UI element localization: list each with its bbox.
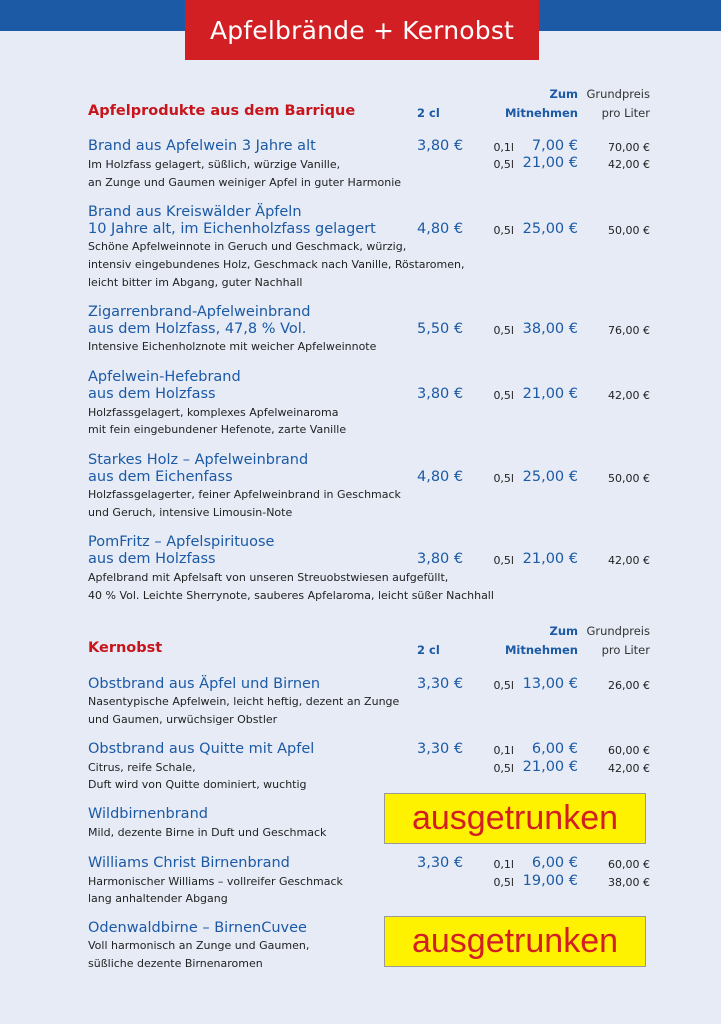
col-header-mitnehmen: Mitnehmen bbox=[504, 643, 578, 657]
price-2cl: 3,30 € bbox=[417, 741, 464, 757]
col-header-2cl: 2 cl bbox=[417, 106, 440, 120]
section-title-barrique: Apfelprodukte aus dem Barrique bbox=[88, 103, 356, 119]
title-banner bbox=[185, 0, 539, 60]
item-description: Im Holzfass gelagert, süßlich, würzige Vanille, bbox=[88, 158, 341, 171]
price-2cl: 4,80 € bbox=[417, 221, 464, 237]
price-2cl: 4,80 € bbox=[417, 469, 464, 485]
volume: 0,5l bbox=[493, 224, 514, 237]
item-description: und Geruch, intensive Limousin-Note bbox=[88, 506, 293, 519]
price-takeaway: 7,00 € bbox=[531, 138, 578, 154]
price-takeaway: 13,00 € bbox=[522, 676, 578, 692]
volume: 0,5l bbox=[493, 554, 514, 567]
page-title: Apfelbrände + Kernobst bbox=[209, 15, 515, 45]
price-takeaway: 21,00 € bbox=[522, 759, 578, 775]
item-name: Williams Christ Birnenbrand bbox=[88, 855, 290, 871]
item-name: aus dem Holzfass bbox=[88, 551, 216, 567]
volume: 0,5l bbox=[493, 389, 514, 402]
price-per-liter: 50,00 € bbox=[608, 224, 650, 237]
item-description: Schöne Apfelweinnote in Geruch und Geschmack, würzig, bbox=[88, 240, 407, 253]
item-name: Obstbrand aus Äpfel und Birnen bbox=[88, 676, 321, 692]
section-title-kernobst: Kernobst bbox=[88, 640, 163, 656]
price-takeaway: 21,00 € bbox=[522, 551, 578, 567]
price-takeaway: 19,00 € bbox=[522, 873, 578, 889]
price-2cl: 3,30 € bbox=[417, 676, 464, 692]
item-description: mit fein eingebundener Hefenote, zarte Vanille bbox=[88, 423, 347, 436]
col-header-grundpreis: Grundpreis bbox=[586, 624, 650, 638]
item-description: intensiv eingebundenes Holz, Geschmack nach Vanille, Röstaromen, bbox=[88, 258, 465, 271]
item-description: süßliche dezente Birnenaromen bbox=[88, 957, 263, 970]
item-description: Holzfassgelagerter, feiner Apfelweinbrand in Geschmack bbox=[88, 488, 401, 501]
col-header-pro-liter: pro Liter bbox=[601, 643, 650, 657]
item-description: Citrus, reife Schale, bbox=[88, 761, 196, 774]
volume: 0,1l bbox=[493, 141, 514, 154]
item-description: an Zunge und Gaumen weiniger Apfel in guter Harmonie bbox=[88, 176, 402, 189]
item-description: Harmonischer Williams – vollreifer Geschmack bbox=[88, 875, 343, 888]
price-per-liter: 42,00 € bbox=[608, 554, 650, 567]
item-name: Brand aus Kreiswälder Äpfeln bbox=[88, 204, 302, 220]
sold-out-stamp bbox=[384, 916, 646, 967]
item-name: Starkes Holz – Apfelweinbrand bbox=[88, 452, 309, 468]
price-per-liter: 42,00 € bbox=[608, 762, 650, 775]
item-description: Mild, dezente Birne in Duft und Geschmack bbox=[88, 826, 327, 839]
item-name: aus dem Eichenfass bbox=[88, 469, 233, 485]
price-per-liter: 60,00 € bbox=[608, 744, 650, 757]
sold-out-label: ausgetrunken bbox=[411, 799, 619, 837]
item-name: aus dem Holzfass, 47,8 % Vol. bbox=[88, 321, 307, 337]
price-per-liter: 42,00 € bbox=[608, 389, 650, 402]
price-per-liter: 70,00 € bbox=[608, 141, 650, 154]
volume: 0,1l bbox=[493, 744, 514, 757]
price-per-liter: 76,00 € bbox=[608, 324, 650, 337]
sold-out-label: ausgetrunken bbox=[411, 922, 619, 960]
price-2cl: 3,80 € bbox=[417, 386, 464, 402]
volume: 0,5l bbox=[493, 679, 514, 692]
item-description: Apfelbrand mit Apfelsaft von unseren Streuobstwiesen aufgefüllt, bbox=[88, 571, 449, 584]
price-takeaway: 21,00 € bbox=[522, 386, 578, 402]
item-name: Zigarrenbrand-Apfelweinbrand bbox=[88, 304, 311, 320]
col-header-zum: Zum bbox=[549, 624, 578, 638]
col-header-zum: Zum bbox=[549, 87, 578, 101]
volume: 0,5l bbox=[493, 876, 514, 889]
item-description: lang anhaltender Abgang bbox=[88, 892, 228, 905]
price-per-liter: 50,00 € bbox=[608, 472, 650, 485]
col-header-mitnehmen: Mitnehmen bbox=[504, 106, 578, 120]
col-header-grundpreis: Grundpreis bbox=[586, 87, 650, 101]
item-description: leicht bitter im Abgang, guter Nachhall bbox=[88, 276, 303, 289]
volume: 0,5l bbox=[493, 472, 514, 485]
price-per-liter: 60,00 € bbox=[608, 858, 650, 871]
price-2cl: 3,30 € bbox=[417, 855, 464, 871]
price-per-liter: 26,00 € bbox=[608, 679, 650, 692]
price-2cl: 5,50 € bbox=[417, 321, 464, 337]
price-takeaway: 21,00 € bbox=[522, 155, 578, 171]
item-name: Obstbrand aus Quitte mit Apfel bbox=[88, 741, 315, 757]
item-description: Voll harmonisch an Zunge und Gaumen, bbox=[88, 939, 310, 952]
volume: 0,5l bbox=[493, 158, 514, 171]
price-takeaway: 38,00 € bbox=[522, 321, 578, 337]
sold-out-stamp bbox=[384, 793, 646, 844]
col-header-pro-liter: pro Liter bbox=[601, 106, 650, 120]
col-header-2cl: 2 cl bbox=[417, 643, 440, 657]
item-description: Intensive Eichenholznote mit weicher Apfelweinnote bbox=[88, 340, 377, 353]
price-2cl: 3,80 € bbox=[417, 551, 464, 567]
item-description: und Gaumen, urwüchsiger Obstler bbox=[88, 713, 278, 726]
item-name: 10 Jahre alt, im Eichenholzfass gelagert bbox=[88, 221, 376, 237]
item-name: PomFritz – Apfelspirituose bbox=[88, 534, 275, 550]
price-2cl: 3,80 € bbox=[417, 138, 464, 154]
item-description: Holzfassgelagert, komplexes Apfelweinaroma bbox=[88, 406, 339, 419]
price-per-liter: 38,00 € bbox=[608, 876, 650, 889]
price-takeaway: 6,00 € bbox=[531, 741, 578, 757]
price-per-liter: 42,00 € bbox=[608, 158, 650, 171]
item-name: Wildbirnenbrand bbox=[88, 806, 208, 822]
price-takeaway: 25,00 € bbox=[522, 469, 578, 485]
volume: 0,5l bbox=[493, 762, 514, 775]
item-name: Brand aus Apfelwein 3 Jahre alt bbox=[88, 138, 316, 154]
item-name: Apfelwein-Hefebrand bbox=[88, 369, 241, 385]
item-description: Duft wird von Quitte dominiert, wuchtig bbox=[88, 778, 307, 791]
price-takeaway: 25,00 € bbox=[522, 221, 578, 237]
item-description: 40 % Vol. Leichte Sherrynote, sauberes Apfelaroma, leicht süßer Nachhall bbox=[88, 589, 494, 602]
item-name: aus dem Holzfass bbox=[88, 386, 216, 402]
price-takeaway: 6,00 € bbox=[531, 855, 578, 871]
volume: 0,5l bbox=[493, 324, 514, 337]
item-name: Odenwaldbirne – BirnenCuvee bbox=[88, 920, 307, 936]
volume: 0,1l bbox=[493, 858, 514, 871]
item-description: Nasentypische Apfelwein, leicht heftig, dezent an Zunge bbox=[88, 695, 400, 708]
